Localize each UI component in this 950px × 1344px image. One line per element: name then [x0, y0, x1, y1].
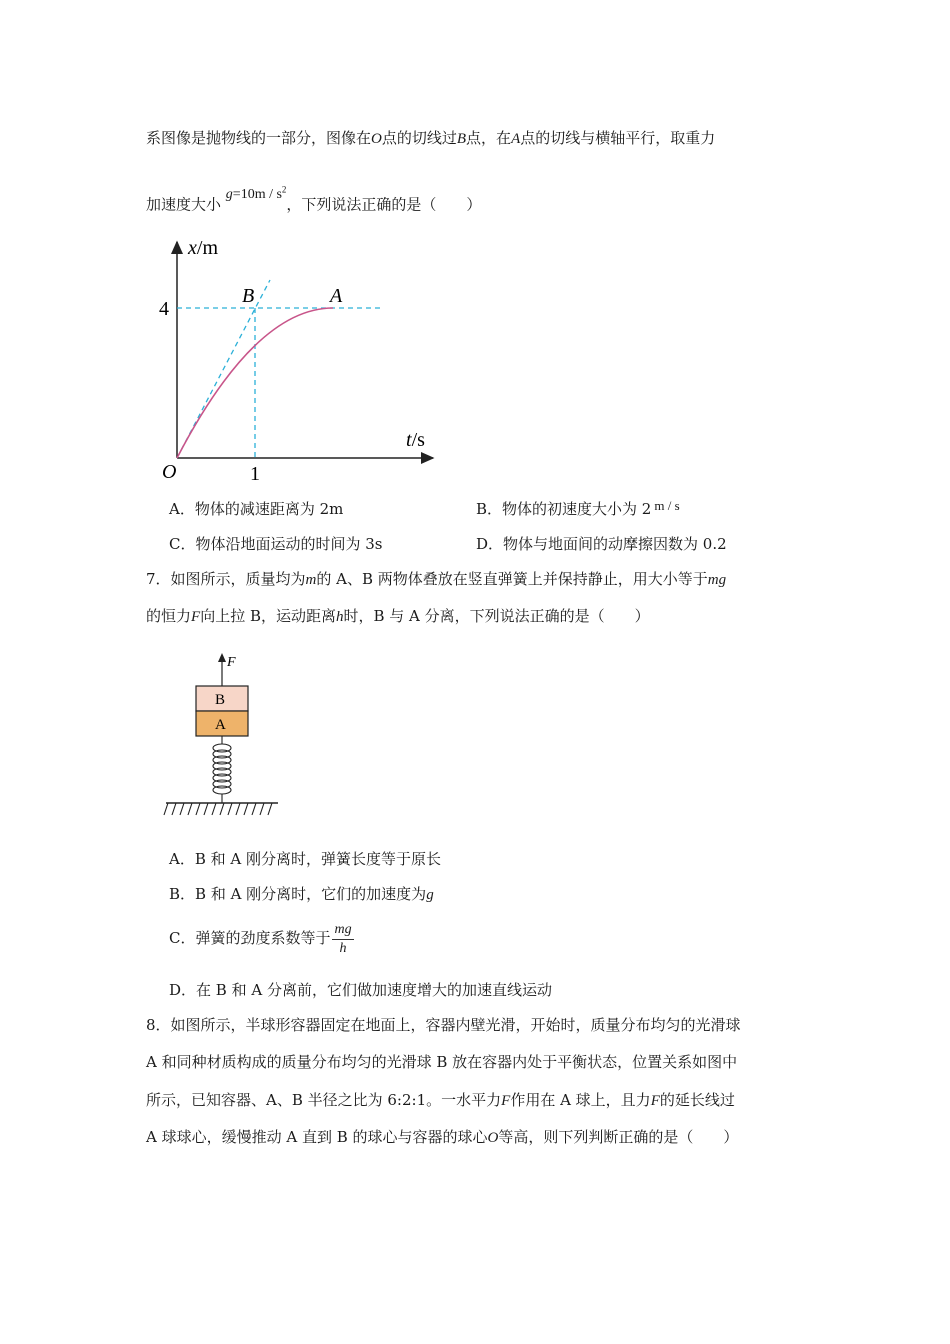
spring: [213, 736, 231, 803]
point-b-label: B: [242, 285, 255, 307]
origin-label: O: [162, 461, 177, 483]
y-tick-label: 4: [159, 298, 169, 320]
spring-blocks-figure: [160, 650, 285, 825]
ground: [164, 803, 278, 815]
force-label: F: [227, 655, 236, 670]
block-a-label: A: [215, 717, 226, 733]
point-a-label: A: [330, 285, 343, 307]
q6-option-b[interactable]: B．物体的初速度大小为 2 m / s: [476, 498, 680, 518]
q6-option-d[interactable]: D．物体与地面间的动摩擦因数为 0.2: [476, 535, 727, 553]
q7-line-2: 的恒力F向上拉 B，运动距离h时，B 与 A 分离，下列说法正确的是（ ）: [146, 607, 650, 625]
x-axis-label: t/s: [406, 429, 425, 451]
y-axis-label: x/m: [188, 237, 219, 259]
q8-line-2: A 和同种材质构成的质量分布均匀的光滑球 B 放在容器内处于平衡状态，位置关系如图中: [146, 1053, 738, 1071]
stiffness-fraction: $\frac{mg}{h}$: [334, 921, 352, 956]
gravity-formula: $g=10m / s^2$: [225, 184, 287, 202]
q7-line-1: 7．如图所示，质量均为m的 A、B 两物体叠放在竖直弹簧上并保持静止，用大小等于mg: [146, 570, 727, 588]
q7-option-b[interactable]: B．B 和 A 刚分离时，它们的加速度为g: [169, 885, 434, 903]
q6-option-c[interactable]: C．物体沿地面运动的时间为 3s: [169, 535, 383, 553]
intro-line-2: 加速度大小 $g=10m / s^2$，下列说法正确的是（ ）: [146, 184, 482, 214]
q6-option-a[interactable]: A．物体的减速距离为 2m: [169, 500, 344, 518]
q7-option-a[interactable]: A．B 和 A 刚分离时，弹簧长度等于原长: [169, 850, 441, 868]
intro-line-1: 系图像是抛物线的一部分，图像在O点的切线过B点，在A点的切线与横轴平行，取重力: [146, 129, 716, 147]
q7-option-d[interactable]: D．在 B 和 A 分离前，它们做加速度增大的加速直线运动: [169, 981, 552, 999]
q7-option-c[interactable]: C．弹簧的劲度系数等于 $\frac{mg}{h}$: [169, 921, 352, 956]
x-t-graph: [150, 230, 450, 490]
q8-line-1: 8．如图所示，半球形容器固定在地面上，容器内壁光滑，开始时，质量分布均匀的光滑球: [146, 1016, 741, 1034]
block-b-label: B: [215, 692, 226, 708]
q8-line-4: A 球球心，缓慢推动 A 直到 B 的球心与容器的球心O等高，则下列判断正确的是（ ）: [146, 1128, 739, 1146]
q8-line-3: 所示，已知容器、A、B 半径之比为 6:2:1。一水平力F作用在 A 球上，且力F的延长线过: [146, 1091, 735, 1109]
x-tick-label: 1: [250, 463, 260, 485]
